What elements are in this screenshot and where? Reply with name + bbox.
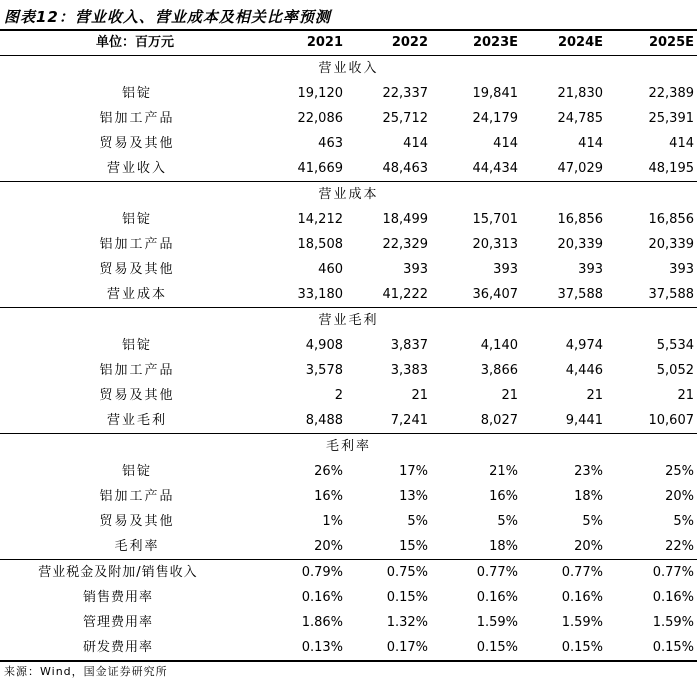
cell-value: 20% [665, 489, 694, 504]
table-row [0, 333, 697, 358]
cell-value: 22,337 [382, 86, 428, 101]
figure-title: 图表12：营业收入、营业成本及相关比率预测 [4, 8, 331, 26]
table-row [0, 459, 697, 484]
cell-value: 0.77% [561, 565, 603, 580]
source-note: 来源：Wind，国金证券研究所 [4, 665, 168, 678]
section-header-row [0, 56, 697, 82]
cell-value: 3,578 [305, 363, 343, 378]
ratio-row [0, 585, 697, 610]
cell-value: 0.15% [606, 635, 697, 661]
cell-value: 24,179 [472, 111, 518, 126]
row-label: 营业税金及附加/销售收入 [38, 565, 198, 580]
cell-value: 8,488 [236, 408, 346, 434]
cell-value: 15,701 [472, 212, 518, 227]
table-row [0, 484, 697, 509]
table-row [0, 156, 697, 182]
cell-value: 19,841 [472, 86, 518, 101]
row-label: 销售费用率 [82, 590, 153, 605]
cell-value: 5,052 [656, 363, 694, 378]
cell-value: 21 [677, 388, 694, 403]
table-row [0, 232, 697, 257]
forecast-table [0, 29, 697, 662]
ratio-row [0, 560, 697, 586]
cell-value: 17% [399, 464, 428, 479]
cell-value: 9,441 [521, 408, 606, 434]
cell-value: 18,508 [297, 237, 343, 252]
cell-value: 0.77% [652, 565, 694, 580]
row-label: 铝锭 [121, 464, 152, 479]
table-row [0, 509, 697, 534]
cell-value: 0.17% [346, 635, 431, 661]
header-year-2022: 2022 [346, 30, 431, 56]
cell-value: 21 [501, 388, 518, 403]
table-row [0, 106, 697, 131]
cell-value: 3,837 [390, 338, 428, 353]
cell-value: 21% [489, 464, 518, 479]
cell-value: 1.32% [386, 615, 428, 630]
table-row [0, 81, 697, 106]
cell-value: 37,588 [521, 282, 606, 308]
header-unit: 单位：百万元 [0, 30, 236, 56]
cell-value: 0.75% [386, 565, 428, 580]
table-row [0, 131, 697, 156]
row-label: 铝锭 [121, 338, 152, 353]
header-year-2024e: 2024E [521, 30, 606, 56]
ratio-row [0, 610, 697, 635]
section-header-row [0, 434, 697, 460]
cell-value: 26% [314, 464, 343, 479]
row-label: 营业收入 [0, 156, 236, 182]
row-label: 铝加工产品 [99, 363, 175, 378]
cell-value: 5% [497, 514, 518, 529]
cell-value: 4,140 [480, 338, 518, 353]
header-row [0, 30, 697, 56]
section-header-row [0, 182, 697, 208]
row-label: 铝加工产品 [99, 489, 175, 504]
cell-value: 25,391 [648, 111, 694, 126]
cell-value: 18% [431, 534, 521, 560]
row-label: 铝加工产品 [99, 237, 175, 252]
cell-value: 16% [314, 489, 343, 504]
header-year-2025e: 2025E [606, 30, 697, 56]
section-title: 营业收入 [318, 61, 379, 76]
cell-value: 0.77% [476, 565, 518, 580]
cell-value: 15% [346, 534, 431, 560]
table-row [0, 282, 697, 308]
ratio-row [0, 635, 697, 661]
cell-value: 20% [521, 534, 606, 560]
section-title: 营业毛利 [318, 313, 379, 328]
row-label: 铝锭 [121, 212, 152, 227]
cell-value: 18,499 [382, 212, 428, 227]
cell-value: 33,180 [236, 282, 346, 308]
row-label: 贸易及其他 [99, 388, 175, 403]
cell-value: 0.79% [301, 565, 343, 580]
cell-value: 21,830 [557, 86, 603, 101]
cell-value: 25% [665, 464, 694, 479]
cell-value: 21 [586, 388, 603, 403]
cell-value: 20% [236, 534, 346, 560]
cell-value: 4,446 [565, 363, 603, 378]
table-body [0, 56, 697, 662]
cell-value: 44,434 [431, 156, 521, 182]
cell-value: 0.16% [301, 590, 343, 605]
cell-value: 20,339 [557, 237, 603, 252]
row-label: 铝锭 [121, 86, 152, 101]
row-label: 铝加工产品 [99, 111, 175, 126]
cell-value: 22% [606, 534, 697, 560]
cell-value: 19,120 [297, 86, 343, 101]
cell-value: 414 [578, 136, 603, 151]
cell-value: 47,029 [521, 156, 606, 182]
cell-value: 20,313 [472, 237, 518, 252]
cell-value: 37,588 [606, 282, 697, 308]
cell-value: 13% [399, 489, 428, 504]
cell-value: 0.15% [386, 590, 428, 605]
cell-value: 5% [582, 514, 603, 529]
cell-value: 20,339 [648, 237, 694, 252]
cell-value: 0.15% [431, 635, 521, 661]
cell-value: 0.15% [521, 635, 606, 661]
row-label: 研发费用率 [0, 635, 236, 661]
section-title: 营业成本 [318, 187, 379, 202]
cell-value: 16,856 [557, 212, 603, 227]
cell-value: 24,785 [557, 111, 603, 126]
table-row [0, 383, 697, 408]
cell-value: 393 [669, 262, 694, 277]
cell-value: 36,407 [431, 282, 521, 308]
cell-value: 2 [334, 388, 343, 403]
cell-value: 8,027 [431, 408, 521, 434]
cell-value: 1.59% [476, 615, 518, 630]
row-label: 贸易及其他 [99, 136, 175, 151]
cell-value: 23% [574, 464, 603, 479]
row-label: 管理费用率 [82, 615, 153, 630]
table-row [0, 257, 697, 282]
cell-value: 393 [403, 262, 428, 277]
cell-value: 1% [322, 514, 343, 529]
cell-value: 4,974 [565, 338, 603, 353]
header-year-2021: 2021 [236, 30, 346, 56]
cell-value: 3,383 [390, 363, 428, 378]
cell-value: 41,669 [236, 156, 346, 182]
cell-value: 14,212 [297, 212, 343, 227]
cell-value: 414 [403, 136, 428, 151]
header-year-2023e: 2023E [431, 30, 521, 56]
table-row [0, 534, 697, 560]
table-row [0, 408, 697, 434]
cell-value: 463 [318, 136, 343, 151]
row-label: 贸易及其他 [99, 262, 175, 277]
row-label: 毛利率 [0, 534, 236, 560]
row-label: 营业毛利 [0, 408, 236, 434]
cell-value: 0.16% [652, 590, 694, 605]
cell-value: 48,463 [346, 156, 431, 182]
cell-value: 1.59% [652, 615, 694, 630]
cell-value: 18% [574, 489, 603, 504]
cell-value: 5% [407, 514, 428, 529]
row-label: 营业成本 [0, 282, 236, 308]
section-header-row [0, 308, 697, 334]
row-label: 贸易及其他 [99, 514, 175, 529]
section-title: 毛利率 [325, 439, 371, 454]
cell-value: 0.16% [561, 590, 603, 605]
cell-value: 414 [493, 136, 518, 151]
cell-value: 5% [673, 514, 694, 529]
cell-value: 4,908 [305, 338, 343, 353]
cell-value: 0.16% [476, 590, 518, 605]
cell-value: 414 [669, 136, 694, 151]
cell-value: 48,195 [606, 156, 697, 182]
cell-value: 16% [489, 489, 518, 504]
cell-value: 393 [578, 262, 603, 277]
cell-value: 22,389 [648, 86, 694, 101]
cell-value: 7,241 [346, 408, 431, 434]
cell-value: 22,329 [382, 237, 428, 252]
table-row [0, 358, 697, 383]
cell-value: 21 [411, 388, 428, 403]
table-row [0, 207, 697, 232]
cell-value: 41,222 [346, 282, 431, 308]
cell-value: 25,712 [382, 111, 428, 126]
cell-value: 0.13% [236, 635, 346, 661]
cell-value: 460 [318, 262, 343, 277]
cell-value: 1.59% [561, 615, 603, 630]
cell-value: 22,086 [297, 111, 343, 126]
cell-value: 16,856 [648, 212, 694, 227]
cell-value: 3,866 [480, 363, 518, 378]
cell-value: 10,607 [606, 408, 697, 434]
cell-value: 1.86% [301, 615, 343, 630]
cell-value: 393 [493, 262, 518, 277]
cell-value: 5,534 [656, 338, 694, 353]
